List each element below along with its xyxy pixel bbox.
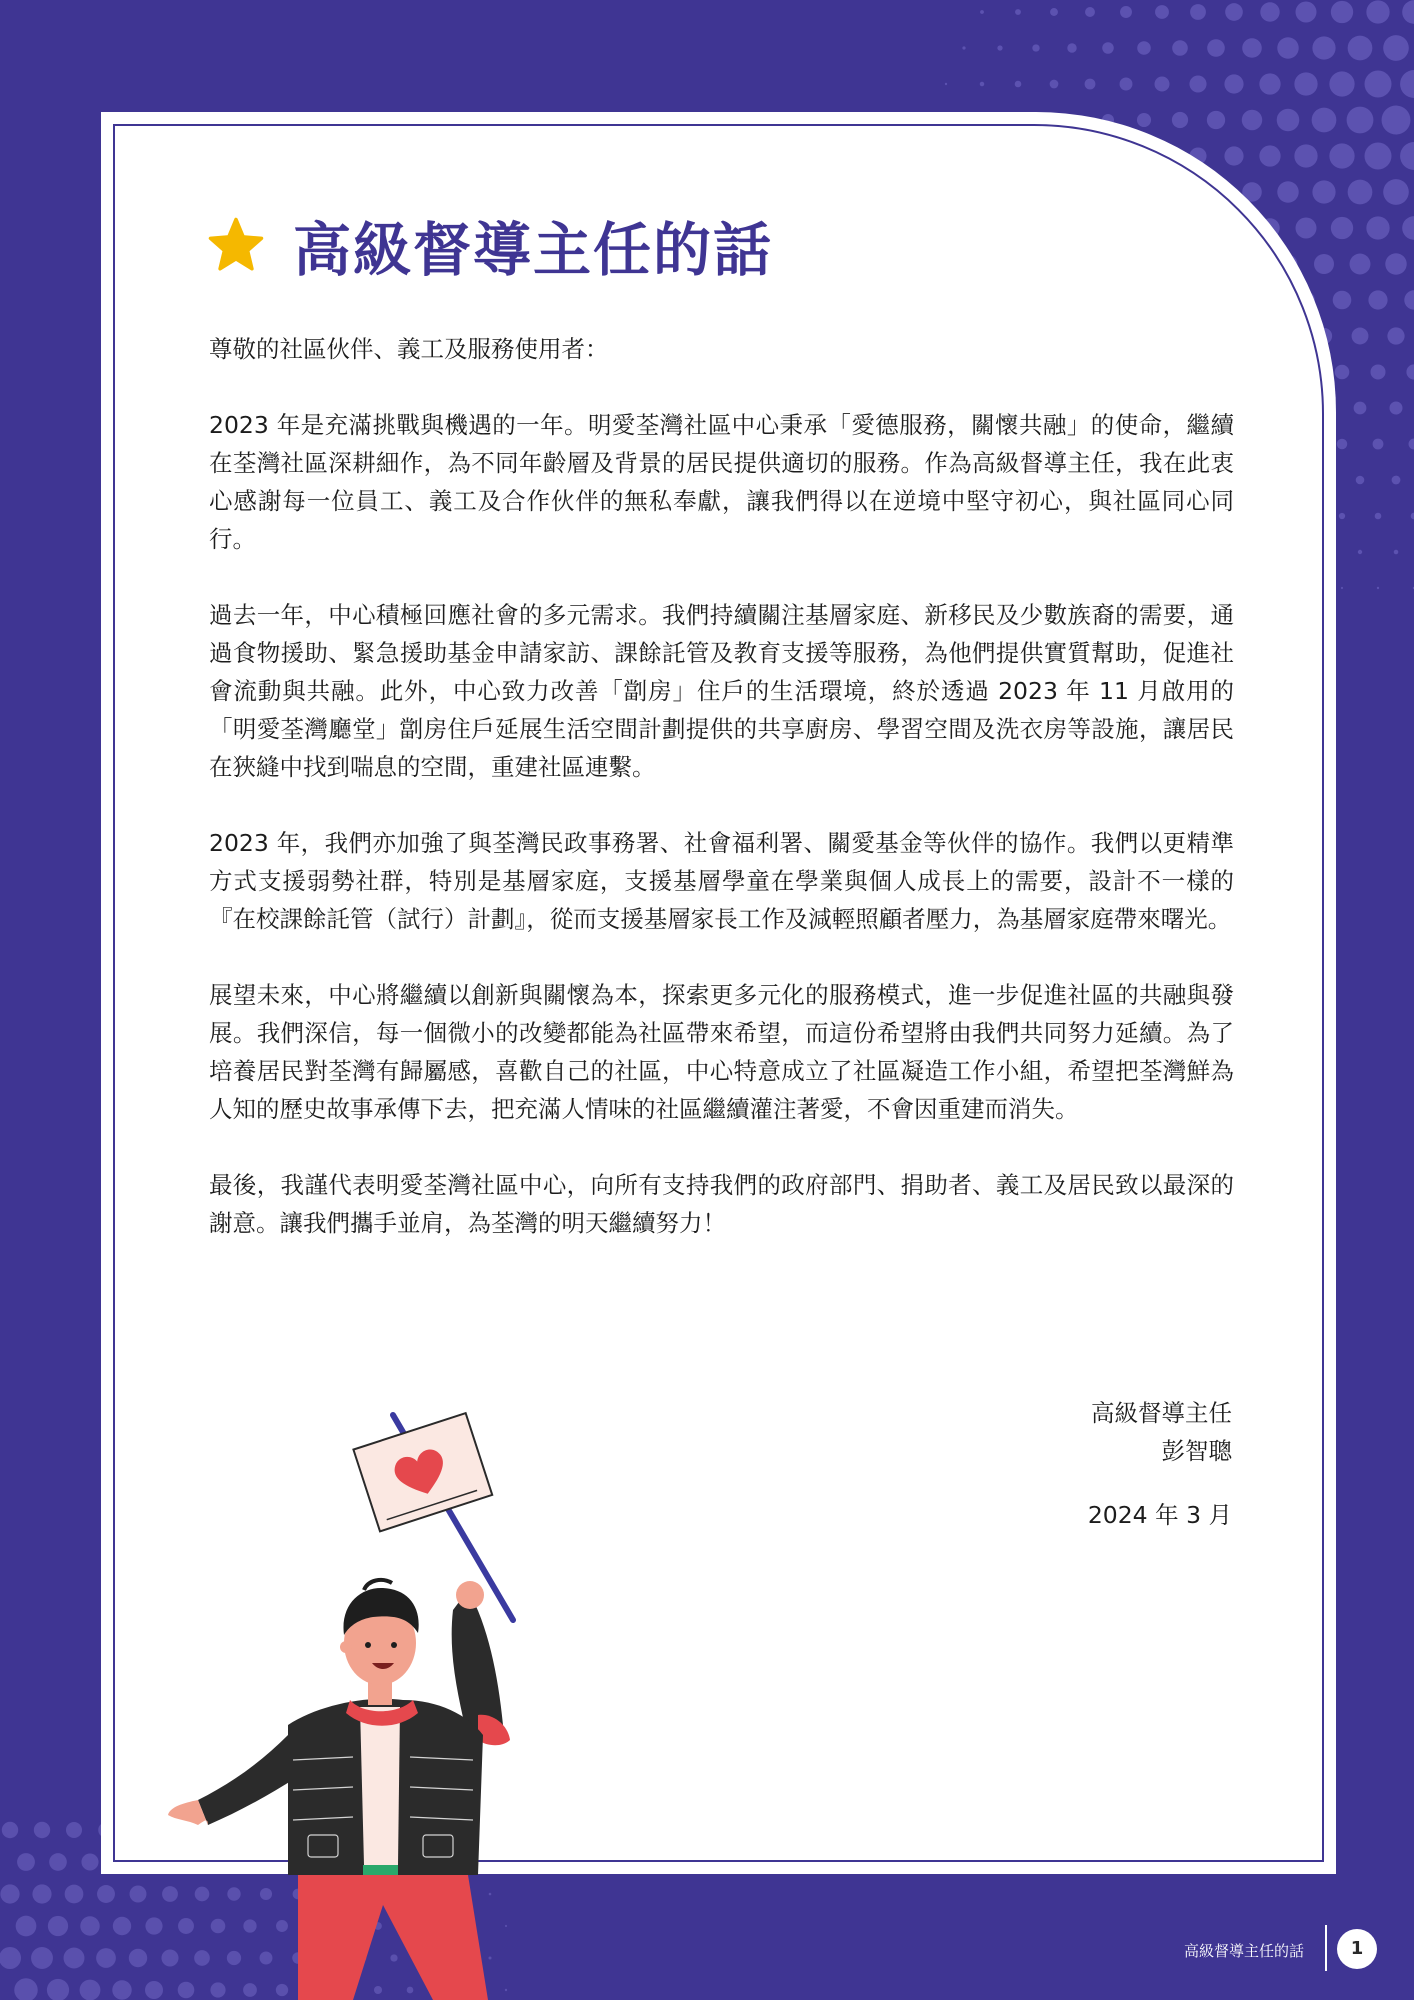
star-icon <box>207 216 265 274</box>
person-holding-heart-sign-illustration <box>168 1395 588 2000</box>
signature-position: 高級督導主任 <box>1091 1399 1232 1427</box>
paragraph: 2023 年是充滿挑戰與機遇的一年。明愛荃灣社區中心秉承「愛德服務，關懷共融」的使命，繼續在荃灣社區深耕細作，為不同年齡層及背景的居民提供適切的服務。作為高級督導主任，我在此衷心感謝每一位員工、義工及合作伙伴的無私奉獻，讓我們得以在逆境中堅守初心，與社區同心同行。 <box>209 411 1234 553</box>
title-row <box>207 205 773 285</box>
footer-divider <box>1325 1925 1327 1971</box>
page-title: 高級督導主任的話 <box>293 216 774 284</box>
page-number: 1 <box>1337 1929 1377 1969</box>
paragraph: 最後，我謹代表明愛荃灣社區中心，向所有支持我們的政府部門、捐助者、義工及居民致以最深的謝意。讓我們攜手並肩，為荃灣的明天繼續努力！ <box>209 1171 1234 1237</box>
salutation: 尊敬的社區伙伴、義工及服務使用者： <box>209 335 609 363</box>
footer-section-label: 高級督導主任的話 <box>1183 1942 1304 1960</box>
paragraph: 展望未來，中心將繼續以創新與關懷為本，探索更多元化的服務模式，進一步促進社區的共融與發展。我們深信，每一個微小的改變都能為社區帶來希望，而這份希望將由我們共同努力延續。為了培養居民對荃灣有歸屬感，喜歡自己的社區，中心特意成立了社區凝造工作小組，希望把荃灣鮮為人知的歷史故事承傳下去，把充滿人情味的社區繼續灌注著愛，不會因重建而消失。 <box>209 981 1234 1123</box>
paragraph: 2023 年，我們亦加強了與荃灣民政事務署、社會福利署、關愛基金等伙伴的協作。我們以更精準方式支援弱勢社群，特別是基層家庭，支援基層學童在學業與個人成長上的需要，設計不一樣的『在校課餘託管（試行）計劃』，從而支援基層家長工作及減輕照顧者壓力，為基層家庭帶來曙光。 <box>209 829 1234 933</box>
signature-block <box>1088 1394 1232 1534</box>
signature-name: 彭智聰 <box>1161 1437 1232 1465</box>
signature-date: 2024 年 3 月 <box>1087 1501 1232 1529</box>
letter-body <box>209 330 1234 1280</box>
paragraph: 過去一年，中心積極回應社會的多元需求。我們持續關注基層家庭、新移民及少數族裔的需要，通過食物援助、緊急援助基金申請家訪、課餘託管及教育支援等服務，為他們提供實質幫助，促進社會流動與共融。此外，中心致力改善「劏房」住戶的生活環境，終於透過 2023 年 11 月啟用的「明愛荃灣廳堂」劏房住戶延展生活空間計劃提供的共享廚房、學習空間及洗衣房等設施，讓居民在狹縫中找到喘息的空間，重建社區連繫。 <box>209 601 1234 781</box>
